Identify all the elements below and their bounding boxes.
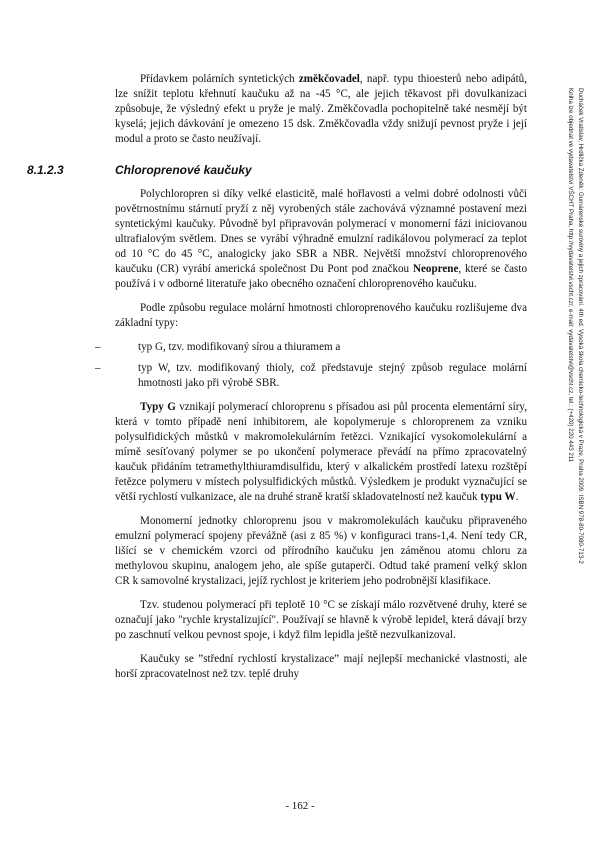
page-number: - 162 - [285,800,315,812]
section-heading [27,163,527,181]
bold-term: typu W [480,491,516,503]
bold-term: Neoprene [412,263,459,275]
paragraph-6: Kaučuky se ”střední rychlostí krystalizace” mají nejlepší mechanické vlastnosti, ale horší zpracovatelnost než tzv. teplé druhy [115,653,527,680]
page-body [27,72,528,691]
citation-sidenote [555,88,585,608]
bold-term: Typy G [140,401,176,413]
section-number: 8.1.2.3 [27,163,64,177]
list-item: – typ G, tzv. modifikovaný sírou a thiuramem a [95,341,341,353]
paragraph-4: Monomerní jednotky chloroprenu jsou v makromolekulách kaučuku připraveného emulzní polymerací spojeny převážně (asi z 85 %) v konfiguraci trans-1,4. Není tedy CR, lišící se v chemickém vzorci od přírodního kaučuku jen záměnou atomu chloru za methylovou skupinu, analogem jeho, ale spíše gutaperči. Odtud také pramení velký sklon CR k samovolné krystalizaci, jejíž rychlost je kriteriem jeho podrobnější klasifikace. [115,515,527,587]
paragraph-3: Typy G vznikají polymerací chloroprenu s přísadou asi půl procenta elementární síry, která v tomto případě není inhibitorem, ale kopolymeruje s chloroprenem za vzniku polysulfidických můstků v makromolekulárním řetězci. Vznikající vysokomolekulární a mírně sesíťovaný polymer se po ukončení polymerace převádí na přímo zpracovatelný kaučuk přidáním tetramethylthiuramdisulfidu, který v alkalickém prostředí latexu rozštěpí řetězce polymeru v místech polysulfidických můstků. Výsledkem je produkt vyznačující se větší rychlostí vulkanizace, ale na druhé straně kratší skladovatelností než kaučuk typu W. [115,401,528,503]
list-item: – typ W, tzv. modifikovaný thioly, což představuje stejný způsob regulace molární hmotnosti jako při výrobě SBR. [95,362,527,389]
citation-line: Kniha lze objednat ve vydavatelství VŠCHT Praha, http://vydavatelstvi.vscht.cz/, e-mail: vydavatelstvi@vscht.cz, tel.: (+420) 220 443 211 [567,88,574,463]
citation-line: Ducháček Vratislav, Hrdlička Zdeněk: Gumárenské suroviny a jejich zpracování. 4th ed. Vysoká škola chemicko-technologická v Praze, Praha 2009. ISBN 978-80-7080-713-2 [577,88,584,564]
paragraph-1: Polychloropren si díky velké elasticitě, malé hořlavosti a velmi dobré odolnosti vůči povětrnostnímu stárnutí pryží z něj vyrobených stále zachovává významné postavení mezi syntetickými kaučuky. Původně byl připravován polymerací v monomerní fázi iniciovanou ultrafialovým světlem. Dnes se vyrábí výhradně emulzní radikálovou polymerací za teplot od 10 °C do 45 °C, analogicky jako SBR a NBR. Největší množství chloroprenového kaučuku (CR) vyrábí americká společnost Du Pont pod značkou Neoprene, které se často používá i v odborné literatuře jako obecného označení chloroprenového kaučuku. [115,188,527,290]
types-list [95,340,527,391]
paragraph-5: Tzv. studenou polymerací při teplotě 10 °C se získají málo rozvětvené druhy, které se označují jako "rychle krystalizující". Používají se hlavně k výrobě lepidel, která dávají brzy po zaschnutí velkou pevnost spoje, i když film lepidla ještě nezvulkanizoval. [115,599,527,641]
paragraph-2: Podle způsobu regulace molární hmotnosti chloroprenového kaučuku rozlišujeme dva základní typy: [115,302,527,329]
section-title: Chloroprenové kaučuky [115,163,252,177]
bold-term: změkčovadel [298,73,360,85]
intro-paragraph: Přídavkem polárních syntetických změkčovadel, např. typu thioesterů nebo adipátů, lze snížit teplotu křehnutí kaučuku až na -45 °C, ale jejich těkavost při dovulkanizaci způsobuje, že výsledný efekt u pryže je malý. Změkčovadla pochopitelně také nesmějí být kyselá; jejich dávkování je omezeno 15 dsk. Změkčovadla vždy snižují pevnost pryže i její modul a proto se často neužívají. [115,73,527,145]
